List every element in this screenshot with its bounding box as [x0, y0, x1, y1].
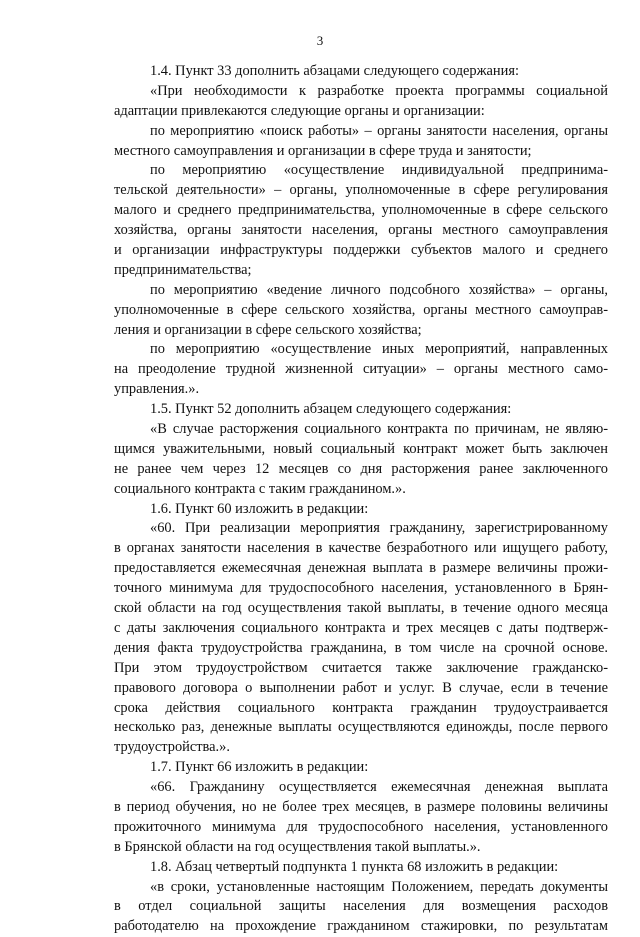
text-line: по мероприятию «осуществление индивидуальной предпринима-	[150, 162, 608, 179]
text-line: в отдел социальной защиты населения для возмещения расходов	[114, 898, 608, 915]
text-line: малого и среднего предпринимательства, уполномоченные в сфере сельского	[114, 202, 608, 219]
text-line: 1.6. Пункт 60 изложить в редакции:	[150, 500, 369, 517]
text-line: по мероприятию «ведение личного подсобного хозяйства» – органы,	[150, 281, 608, 298]
text-line: 1.4. Пункт 33 дополнить абзацами следующего содержания:	[150, 63, 519, 79]
text-line: «66. Гражданину осуществляется ежемесячная денежная выплата	[150, 779, 608, 796]
text-line: правового договора о выполнении работ и услуг. В случае, если в течение	[114, 679, 608, 696]
text-line: в органах занятости населения в качестве безработного или ищущего работу,	[114, 540, 608, 557]
text-line: «в сроки, установленные настоящим Положением, передать документы	[150, 878, 608, 895]
text-line: в период обучения, но не более трех месяцев, в размере половины величины	[114, 798, 608, 815]
text-line: трудоустройства.».	[114, 739, 230, 756]
text-line: местного самоуправления и организации в сфере труда и занятости;	[114, 142, 532, 159]
text-line: по мероприятию «поиск работы» – органы занятости населения, органы	[150, 122, 608, 139]
text-line: 1.5. Пункт 52 дополнить абзацем следующего содержания:	[150, 401, 512, 418]
text-line: с даты заключения социального контракта и трех месяцев с даты подтверж-	[114, 619, 608, 636]
text-line: на преодоление трудной жизненной ситуации» – органы местного само-	[114, 361, 608, 378]
text-line: в Брянской области на год осуществления такой выплаты.».	[114, 838, 481, 855]
text-line: дения факта трудоустройства гражданина, в том числе на срочной основе.	[114, 639, 608, 656]
page-number: 3	[316, 33, 324, 48]
text-line: 1.8. Абзац четвертый подпункта 1 пункта 68 изложить в редакции:	[150, 858, 559, 875]
text-line: ления и организации в сфере сельского хозяйства;	[114, 321, 422, 338]
text-line: не ранее чем через 12 месяцев со дня расторжения ранее заключенного	[114, 460, 608, 477]
text-line: социального контракта с таким гражданином.».	[114, 480, 406, 497]
text-line: по мероприятию «осуществление иных мероприятий, направленных	[150, 341, 608, 358]
text-line: «При необходимости к разработке проекта программы социальной	[150, 82, 608, 99]
document-body	[114, 62, 608, 937]
text-line: несколько раз, денежные выплаты осуществляются единожды, после первого	[114, 719, 608, 736]
text-line: управления.».	[114, 381, 200, 398]
text-line: щимся уважительными, новый социальный контракт может быть заключен	[114, 440, 608, 457]
text-line: ской области на год осуществления такой выплаты, в течение одного месяца	[114, 600, 608, 617]
text-line: работодателю на прохождение гражданином стажировки, по результатам	[114, 918, 608, 935]
text-line: и организации инфраструктуры поддержки субъектов малого и среднего	[114, 242, 608, 259]
text-line: 1.7. Пункт 66 изложить в редакции:	[150, 759, 369, 776]
text-line: срока действия социального контракта гражданин трудоустраивается	[114, 699, 608, 716]
text-line: точного минимума для трудоспособного населения, установленного в Брян-	[114, 580, 608, 597]
text-line: тельской деятельности» – органы, уполномоченные в сфере регулирования	[114, 182, 608, 199]
text-line: «60. При реализации мероприятия гражданину, зарегистрированному	[150, 520, 608, 537]
text-line: предпринимательства;	[114, 261, 252, 278]
text-line: «В случае расторжения социального контракта по причинам, не являю-	[150, 421, 608, 438]
text-line: уполномоченные в сфере сельского хозяйства, органы местного самоуправ-	[114, 301, 608, 318]
text-line: хозяйства, органы занятости населения, органы местного самоуправления	[114, 222, 608, 239]
text-line: адаптации привлекаются следующие органы и организации:	[114, 102, 485, 119]
text-line: прожиточного минимума для трудоспособного населения, установленного	[114, 818, 608, 835]
text-line: При этом трудоустройством считается также заключение гражданско-	[114, 659, 608, 676]
text-line: предоставляется ежемесячная денежная выплата в размере величины прожи-	[114, 560, 608, 577]
